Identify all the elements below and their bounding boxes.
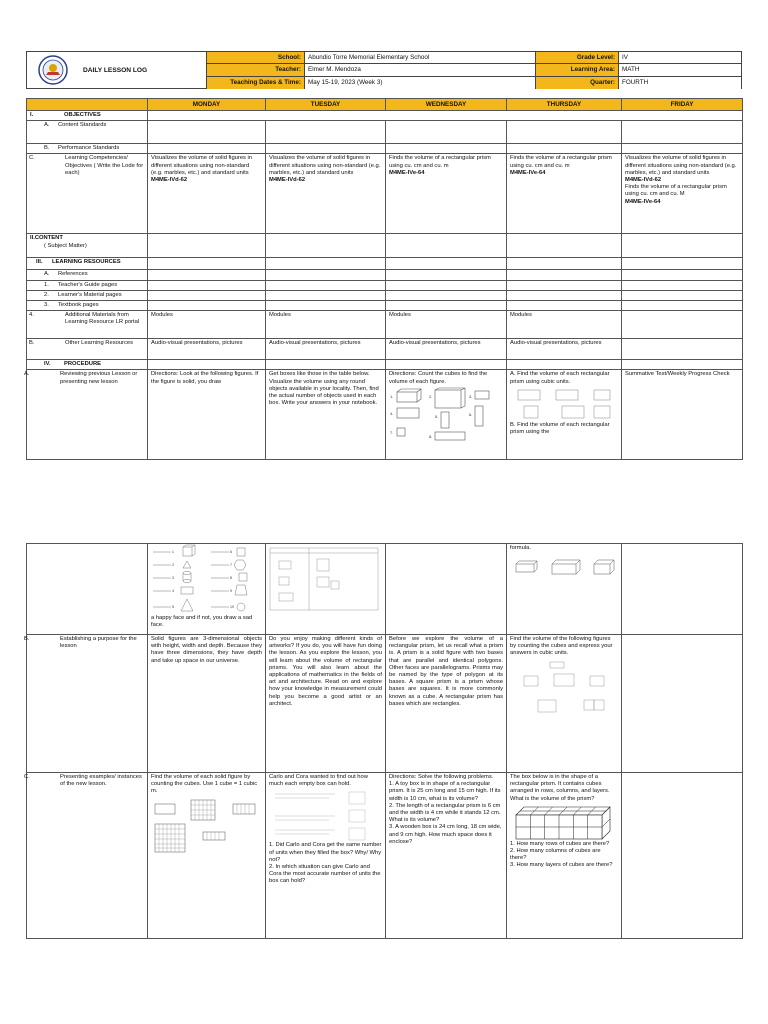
- examples-wednesday: Directions: Solve the following problems. 1. A toy box is in shape of a rectangular prism. It is 25 cm long and 15 cm high. If its width is 10 cm, what is its volume? 2. The length of a rectangular prism is 6 cm and the width is 4 cm while it stands 12 cm. What is its volume? 3. A wooden box is 24 cm long, 18 cm wide, and 9 cm high. How much space does it enclose?: [386, 773, 507, 939]
- row-number: 4.: [29, 312, 34, 319]
- svg-text:6: 6: [230, 550, 232, 554]
- prism-formula-figures: [510, 554, 618, 580]
- teacher-value: Elmer M. Mendoza: [304, 64, 535, 76]
- textbook-row: [27, 301, 743, 311]
- carlo-cora-boxes-figure: [269, 790, 379, 842]
- examples-row: [27, 773, 743, 939]
- row-number: 1.: [44, 281, 49, 288]
- dates-value: May 15-19, 2023 (Week 3): [304, 77, 535, 89]
- row-number: II.: [30, 235, 35, 242]
- svg-text:7: 7: [230, 563, 232, 567]
- svg-text:8.: 8.: [429, 433, 433, 439]
- tuesday-question-1: 1. Did Carlo and Cora get the same number of units when they filled the box? Why/ Why not?: [269, 842, 382, 863]
- svg-text:6.: 6.: [469, 411, 473, 417]
- competencies-row: [27, 154, 743, 234]
- additional-tuesday: Modules: [266, 311, 386, 339]
- competency-code: M4ME-IVd-62: [625, 177, 662, 184]
- references-row: [27, 270, 743, 280]
- layered-cube-prism-figure: [510, 805, 618, 841]
- competency-wednesday: Finds the volume of a rectangular prism using cu. cm and cu. m M4ME-IVe-64: [386, 154, 507, 234]
- competency-code: M4ME-IVe-64: [510, 169, 546, 176]
- deped-seal-icon: [27, 52, 79, 88]
- competency-code: M4ME-IVe-64: [625, 198, 661, 205]
- svg-text:9: 9: [230, 589, 232, 593]
- section-number: I.: [30, 112, 34, 118]
- row-number: B.: [29, 340, 35, 347]
- day-monday: MONDAY: [148, 99, 266, 111]
- teachers-guide-row: [27, 280, 743, 290]
- wednesday-problem-2: 2. The length of a rectangular prism is 6 cm and the width is 4 cm while it stands 12 cm. What is its volume?: [389, 802, 501, 824]
- row-label: Learner's Material pages: [58, 291, 122, 298]
- learning-area-value: MATH: [618, 64, 741, 76]
- row-label: Performance Standards: [58, 145, 120, 152]
- row-number: A.: [44, 271, 50, 278]
- competency-code: M4ME-IVd-62: [269, 177, 306, 184]
- thursday-question-1: 1. How many rows of cubes are there?: [510, 840, 610, 847]
- additional-monday: Modules: [148, 311, 266, 339]
- svg-text:5.: 5.: [435, 413, 439, 419]
- review-friday: Summative Test/Weekly Progress Check: [622, 370, 743, 460]
- svg-text:7.: 7.: [390, 429, 394, 435]
- competency-code: M4ME-IVe-64: [389, 169, 425, 176]
- learning-area-label: Learning Area:: [535, 64, 618, 76]
- purpose-row: [27, 635, 743, 773]
- day-tuesday: TUESDAY: [266, 99, 386, 111]
- section-label: LEARNING RESOURCES: [52, 259, 121, 266]
- svg-text:3: 3: [172, 576, 174, 580]
- svg-text:2.: 2.: [429, 393, 433, 399]
- row-number: A.: [24, 371, 30, 378]
- procedure-row: [27, 360, 743, 370]
- lesson-table-page-2: [26, 543, 743, 939]
- svg-text:1: 1: [172, 550, 174, 554]
- row-number: C.: [29, 155, 35, 162]
- additional-thursday: Modules: [507, 311, 622, 339]
- row-label: Content Standards: [58, 122, 107, 129]
- row-label: Textbook pages: [58, 302, 99, 309]
- lesson-log-header: [26, 51, 742, 89]
- svg-text:5: 5: [172, 605, 174, 609]
- examples-friday: [622, 773, 743, 939]
- other-tuesday: Audio-visual presentations, pictures: [266, 339, 386, 360]
- review-wednesday-continued: [386, 544, 507, 635]
- page-title: DAILY LESSON LOG: [83, 66, 148, 74]
- svg-text:1.: 1.: [390, 393, 394, 399]
- wednesday-problem-3: 3. A wooden box is 24 cm long, 18 cm wide, and 9 cm high. How much space does it enclose?: [389, 824, 502, 845]
- other-monday: Audio-visual presentations, pictures: [148, 339, 266, 360]
- competency-tuesday: Visualizes the volume of solid figures in different situations using non-standard (e.g. marbles, etc.) and standard units M4ME-IVd-62: [266, 154, 386, 234]
- school-label: School:: [206, 52, 304, 64]
- cube-counting-figures: [510, 660, 618, 718]
- section-number: IV.: [44, 361, 51, 368]
- content-standards-row: [27, 121, 743, 144]
- row-label: References: [58, 271, 88, 278]
- other-thursday: Audio-visual presentations, pictures: [507, 339, 622, 360]
- thursday-question-3: 3. How many layers of cubes are there?: [510, 862, 613, 869]
- learning-resources-row: [27, 258, 743, 270]
- quarter-label: Quarter:: [535, 77, 618, 89]
- row-sublabel: ( Subject Matter): [44, 242, 87, 249]
- examples-monday: Find the volume of each solid figure by counting the cubes. Use 1 cube = 1 cubic m.: [148, 773, 266, 939]
- school-value: Abundio Torre Memorial Elementary School: [304, 52, 535, 64]
- section-label: OBJECTIVES: [64, 112, 101, 118]
- other-resources-row: [27, 339, 743, 360]
- other-wednesday: Audio-visual presentations, pictures: [386, 339, 507, 360]
- other-friday: [622, 339, 743, 360]
- row-label: Presenting examples/ instances of the new lesson.: [60, 774, 142, 788]
- content-row: [27, 234, 743, 258]
- purpose-friday: [622, 635, 743, 773]
- prism-figures: [510, 388, 618, 422]
- review-tuesday: Get boxes like those in the table below. Visualize the volume using any round objects available in your locality. Then, find the actual number of objects used in each box. Write your answers in your notebook.: [266, 370, 386, 460]
- section-number: III.: [36, 259, 43, 266]
- competency-friday: Visualizes the volume of solid figures in different situations using non-standard (e.g. marbles, etc.) and standard units M4ME-IVd-62 Finds the volume of a rectangular prism using cu. cm and cu. M M4ME-IVe-64: [622, 154, 743, 234]
- day-header-row: [27, 99, 743, 111]
- row-number: B.: [44, 145, 50, 152]
- grade-level-label: Grade Level:: [535, 52, 618, 64]
- row-label: Learning Competencies/ Objectives ( Write the Lode for each): [65, 155, 144, 176]
- review-row: [27, 370, 743, 460]
- day-wednesday: WEDNESDAY: [386, 99, 507, 111]
- review-monday-continued: 1 6 2 7 3 8 4 9 5 10 a happy face and if not, you draw a sad face.: [148, 544, 266, 635]
- review-thursday: A. Find the volume of each rectangular prism using cubic units. B. Find the volume of each rectangular prism using the: [507, 370, 622, 460]
- competency-thursday: Finds the volume of a rectangular prism using cu. cm and cu. m M4ME-IVe-64: [507, 154, 622, 234]
- review-tuesday-continued: [266, 544, 386, 635]
- competency-monday: Visualizes the volume of solid figures in different situations using non-standard (e.g. marbles, etc.) and standard units M4ME-IVd-62: [148, 154, 266, 234]
- day-friday: FRIDAY: [622, 99, 743, 111]
- purpose-wednesday: Before we explore the volume of a rectangular prism, let us recall what a prism is. A prism is a solid figure with two bases that are parallel and identical polygons. Other faces are parallelograms. Prisms may be named by the type of polygon at its bases. A square prism is a prism whose bases are squares. It is more commonly known as a cube. A rectangular prism has bases which are rectangles.: [386, 635, 507, 773]
- wednesday-problem-1: 1. A toy box is in shape of a rectangular prism. It is 25 cm long and 15 cm high. If its width is 10 cm, what is its volume?: [389, 781, 501, 802]
- row-label: Reviewing previous Lesson or presenting new lesson: [60, 371, 138, 385]
- row-number: A.: [44, 122, 50, 129]
- teacher-label: Teacher:: [206, 64, 304, 76]
- svg-text:4.: 4.: [390, 410, 394, 416]
- performance-standards-row: [27, 144, 743, 154]
- review-thursday-continued: formula.: [507, 544, 622, 635]
- tuesday-question-2: 2. In which situation can give Carlo and Cora the most accurate number of units the box can hold?: [269, 864, 381, 885]
- additional-friday: [622, 311, 743, 339]
- grade-level-value: IV: [618, 52, 741, 64]
- learners-material-row: [27, 290, 743, 300]
- cube-count-figures: [389, 388, 501, 444]
- row-label: CONTENT: [34, 235, 63, 242]
- additional-wednesday: Modules: [386, 311, 507, 339]
- lesson-table-page-1: [26, 98, 743, 460]
- purpose-monday: Solid figures are 3-dimensional objects with height, width and depth. Because they have three dimensions, they have depth and take up space in our universe.: [148, 635, 266, 773]
- row-label: Establishing a purpose for the lesson: [60, 636, 137, 650]
- boxes-table-figure: [269, 547, 379, 611]
- svg-text:8: 8: [230, 576, 232, 580]
- day-thursday: THURSDAY: [507, 99, 622, 111]
- review-continued-row: [27, 544, 743, 635]
- row-number: C.: [24, 774, 30, 780]
- examples-tuesday: Carlo and Cora wanted to find out how much each empty box can hold. 1. Did Carlo and Cora get the same number of units when they filled the box? Why/ Why not? 2. In which situation can give Carlo and Cora the most accurate number of units the box can hold?: [266, 773, 386, 939]
- objectives-row: [27, 111, 743, 121]
- review-friday-continued: [622, 544, 743, 635]
- svg-text:4: 4: [172, 589, 174, 593]
- cube-solids-figure: [151, 798, 261, 854]
- row-label: Teacher's Guide pages: [58, 281, 118, 288]
- dates-label: Teaching Dates & Time:: [206, 77, 304, 89]
- quarter-value: FOURTH: [618, 77, 741, 89]
- svg-text:10: 10: [230, 605, 234, 609]
- section-label: PROCEDURE: [64, 361, 102, 368]
- solid-figures-matching: [151, 547, 261, 615]
- purpose-thursday: Find the volume of the following figures by counting the cubes and express your answers in cubic units.: [507, 635, 622, 773]
- review-wednesday: Directions: Count the cubes to find the volume of each figure. 1. 2. 3. 4. 5. 6. 7. 8.: [386, 370, 507, 460]
- row-label: Additional Materials from Learning Resource LR portal: [65, 312, 140, 326]
- purpose-tuesday: Do you enjoy making different kinds of artworks? If you do, you will have fun doing the lesson. As you explore the lesson, you will learn about the volume of rectangular prisms. You will also learn about the applications of mathematics in the fields of art and architecture. Read on and explore how your knowledge in measurement could help you become a good artist or an architect.: [266, 635, 386, 773]
- row-number: 2.: [44, 291, 49, 298]
- svg-text:2: 2: [172, 563, 174, 567]
- examples-thursday: The box below is in the shape of a rectangular prism. It contains cubes arranged in rows, columns, and layers. What is the volume of the prism? 1. How many rows of cubes are there? 2. How many columns of cubes are there? 3. How many layers of cubes are there?: [507, 773, 622, 939]
- row-label: Other Learning Resources: [65, 340, 133, 347]
- review-monday: Directions: Look at the following figures. If the figure is solid, you draw: [148, 370, 266, 460]
- competency-code: M4ME-IVd-62: [151, 177, 188, 184]
- svg-text:3.: 3.: [469, 393, 473, 399]
- thursday-question-2: 2. How many columns of cubes are there?: [510, 848, 601, 862]
- row-number: B.: [24, 636, 30, 642]
- additional-materials-row: [27, 311, 743, 339]
- row-number: 3.: [44, 302, 49, 309]
